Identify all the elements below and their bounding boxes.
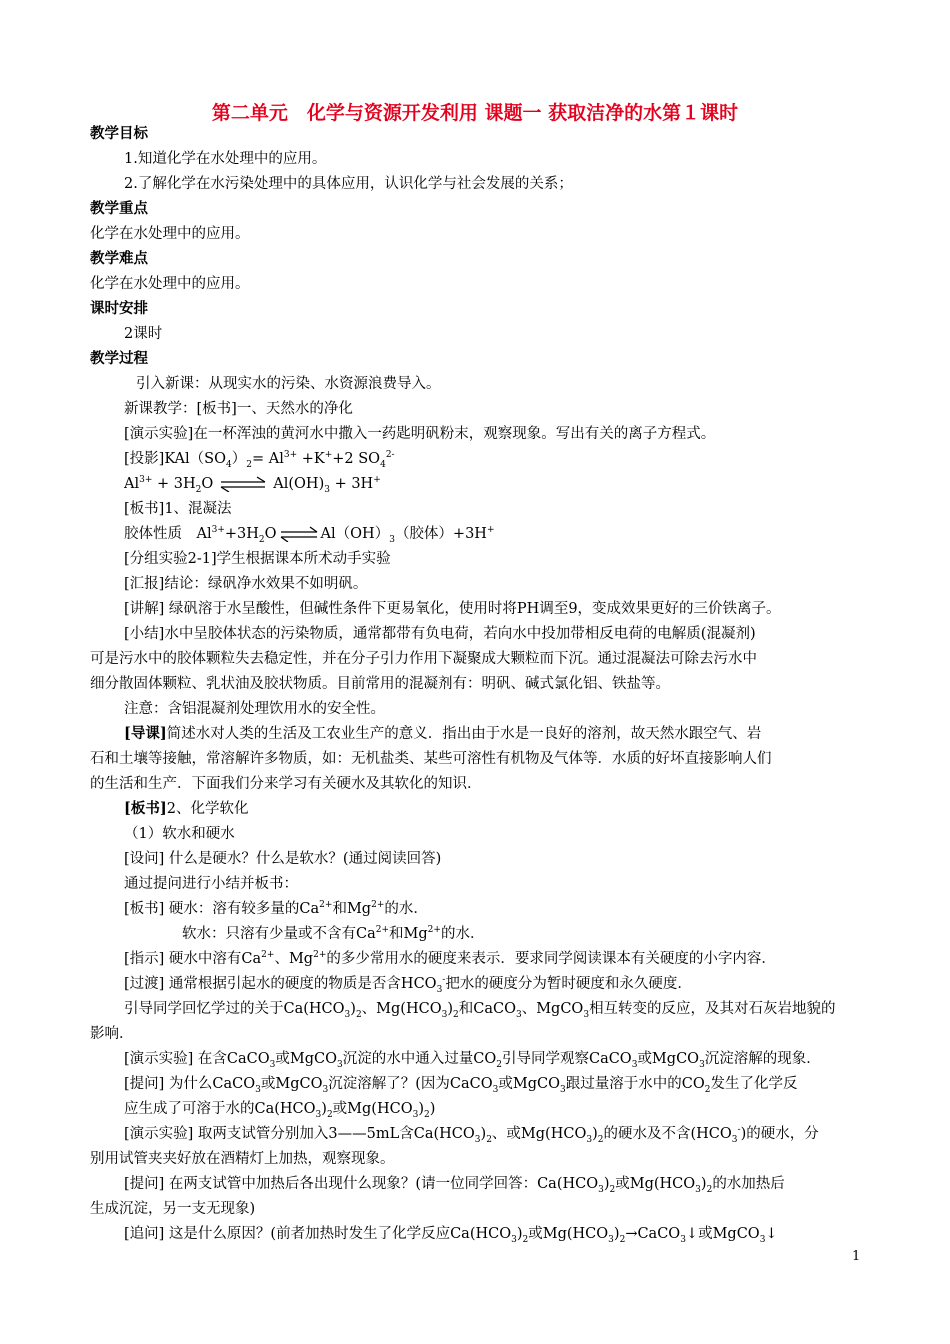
demo3-h: 2 xyxy=(597,1134,604,1145)
ask1-g: 或MgCO xyxy=(498,1076,560,1092)
recall-line xyxy=(124,999,836,1019)
chase-c: ) xyxy=(516,1226,523,1242)
ask1-b: 3 xyxy=(255,1084,261,1095)
chase-a: [追问] 这是什么原因？(前者加热时发生了化学反应Ca(HCO xyxy=(124,1226,512,1242)
recall-g: ) xyxy=(447,1001,453,1017)
recall-f: 3 xyxy=(441,1009,448,1020)
guide-line-3: 的生活和生产．下面我们分来学习有关硬水及其软化的知识． xyxy=(90,776,482,792)
soft-a: 软水：只溶有少量或不含有Ca xyxy=(182,926,376,942)
hard-water-definition xyxy=(124,899,428,919)
equation-colloid xyxy=(124,524,495,544)
chase-b: 3 xyxy=(511,1234,517,1245)
demo3-f: 3 xyxy=(586,1134,593,1145)
soft-water-definition xyxy=(182,924,484,944)
demo3-i: 的硬水及不含(HCO xyxy=(603,1126,732,1142)
summary-line-3: 细分散固体颗粒、乳状油及胶状物质。目前常用的混凝剂有：明矾、碱式氯化铝、铁盐等。 xyxy=(90,676,670,692)
ask2-c: ) xyxy=(603,1176,610,1192)
demo3-e: 、或Mg(HCO xyxy=(491,1126,587,1142)
demo2-k: 沉淀溶解的现象． xyxy=(704,1051,821,1067)
heading-objectives: 教学目标 xyxy=(90,126,148,142)
demo2-i: 或MgCO xyxy=(637,1051,700,1067)
eq2-a: Al xyxy=(124,476,140,492)
chase-e: 或Mg(HCO xyxy=(528,1226,609,1242)
ask1-i: 跟过量溶于水中的CO xyxy=(565,1076,705,1092)
indicate-e: 的多少常用水的硬度来表示．要求同学阅读课本有关硬度的小字内容． xyxy=(326,951,776,967)
hard-e: 的水． xyxy=(384,901,428,917)
recall-j: 3 xyxy=(515,1009,522,1020)
ask1-d: 3 xyxy=(322,1084,329,1095)
demo2-g: 引导同学观察CaCO xyxy=(501,1051,632,1067)
eq3-i: + xyxy=(486,525,495,536)
eq3-e: O xyxy=(264,526,277,542)
chase-l: 3 xyxy=(759,1234,766,1245)
demo2-b: 3 xyxy=(269,1059,276,1070)
eq1-j: 4 xyxy=(380,459,386,470)
demo3-d: 2 xyxy=(486,1134,492,1145)
ask-line-1b xyxy=(124,1099,435,1119)
demo2-e: 沉淀的水中通入过量CO xyxy=(342,1051,497,1067)
explain-line: [讲解] 绿矾溶于水呈酸性，但碱性条件下更易氧化，使用时将PH调至9，变成效果更好的三价铁离子。 xyxy=(124,601,781,617)
ask1-e: 沉淀溶解了？(因为CaCO xyxy=(328,1076,493,1092)
eq1-a: [投影]KAl（SO xyxy=(124,451,226,467)
chase-h: 2 xyxy=(619,1234,626,1245)
ask1b-c: ) xyxy=(321,1101,327,1117)
demo3-j: 3 xyxy=(731,1134,738,1145)
recall-a: 引导同学回忆学过的关于Ca(HCO xyxy=(124,1001,345,1017)
recall-k: 、MgCO xyxy=(521,1001,584,1017)
recall-i: 和CaCO xyxy=(458,1001,516,1017)
summary-line-1: [小结]水中呈胶体状态的污染物质，通常都带有负电荷，若向水中投加带相反电荷的电解质(混凝剂) xyxy=(124,626,756,642)
eq3-f: Al（OH） xyxy=(320,526,390,542)
demo3-c: ) xyxy=(480,1126,487,1142)
ask1b-a: 应生成了可溶于水的Ca(HCO xyxy=(124,1101,316,1117)
recall-l: 3 xyxy=(583,1009,590,1020)
demo-experiment-3 xyxy=(124,1124,819,1144)
demo3-l: )的硬水，分 xyxy=(740,1126,819,1142)
eq2-h: + 3H xyxy=(329,476,374,492)
equation-projection xyxy=(124,449,395,469)
chase-i: →CaCO xyxy=(625,1226,681,1242)
ask-line-2b: 生成沉淀，另一支无现象) xyxy=(90,1201,256,1217)
indicate-line xyxy=(124,949,776,969)
recall-b: 3 xyxy=(344,1009,351,1020)
difficult-points: 化学在水处理中的应用。 xyxy=(90,276,250,292)
chase-j: 3 xyxy=(680,1234,686,1245)
recall-c: ) xyxy=(350,1001,356,1017)
eq3-d: 2 xyxy=(258,534,265,545)
demo2-f: 2 xyxy=(496,1059,502,1070)
eq1-f: 3+ xyxy=(283,450,298,461)
demo3-g: ) xyxy=(592,1126,598,1142)
ask2-f: 3 xyxy=(695,1184,701,1195)
ask2-h: 2 xyxy=(706,1184,713,1195)
soft-d: 2+ xyxy=(427,925,441,936)
demo3-b: 3 xyxy=(474,1134,481,1145)
summary-line-2: 可是污水中的胶体颗粒失去稳定性，并在分子引力作用下凝聚成大颗粒而下沉。通过混凝法可除去污水中 xyxy=(90,651,757,667)
eq3-a: 胶体性质 Al xyxy=(124,526,212,542)
question-1b: 通过提问进行小结并板书： xyxy=(124,876,298,892)
group-experiment: [分组实验2-1]学生根据课本所术动手实验 xyxy=(124,551,391,567)
eq3-g: 3 xyxy=(389,534,395,545)
page-title: 第二单元 化学与资源开发利用 课题一 获取洁净的水第１课时 xyxy=(211,102,739,124)
objective-2: 2.了解化学在水污染处理中的具体应用，认识化学与社会发展的关系； xyxy=(124,176,573,192)
eq1-c: ） xyxy=(231,451,247,467)
ask1-h: 3 xyxy=(560,1084,566,1095)
indicate-b: 2+ xyxy=(261,950,275,961)
guide-line-2: 石和土壤等接触，常溶解许多物质，如：无机盐类、某些可溶性有机物及气体等．水质的好坏直接影响人们 xyxy=(90,751,772,767)
soft-c: 和Mg xyxy=(389,926,428,942)
objective-1: 1.知道化学在水处理中的应用。 xyxy=(124,151,327,167)
ask2-a: [提问] 在两支试管中加热后各出现什么现象？(请一位同学回答：Ca(HCO xyxy=(124,1176,599,1192)
question-1: [设问] 什么是硬水？什么是软水？(通过阅读回答) xyxy=(124,851,442,867)
demo3-a: [演示实验] 取两支试管分别加入3——5mL含Ca(HCO xyxy=(124,1126,475,1142)
demo-experiment-2 xyxy=(124,1049,821,1069)
eq2-e: O xyxy=(201,476,214,492)
guide-text: 简述水对人类的生活及工农业生产的意义．指出由于水是一良好的溶剂，故天然水跟空气、岩 xyxy=(166,726,762,742)
heading-key-points: 教学重点 xyxy=(90,201,148,217)
equation-hydrolysis xyxy=(124,474,381,494)
report-line: [汇报]结论：绿矾净水效果不如明矾。 xyxy=(124,576,368,592)
board-softening-text: 2、化学软化 xyxy=(166,801,249,817)
board-softening xyxy=(124,799,248,819)
ask1b-h: 2 xyxy=(424,1109,430,1120)
board-tag: [板书] xyxy=(124,800,167,817)
demo-experiment-1: [演示实验]在一杯浑浊的黄河水中撒入一药匙明矾粉末，观察现象。写出有关的离子方程式。 xyxy=(124,426,716,442)
board-coagulation: [板书]1、混凝法 xyxy=(124,501,232,517)
ask2-b: 3 xyxy=(598,1184,604,1195)
chase-question xyxy=(124,1224,778,1244)
hard-c: 和Mg xyxy=(332,901,372,917)
guide-line-1 xyxy=(124,724,761,744)
recall-d: 2 xyxy=(355,1009,362,1020)
ask1-k: 发生了化学反 xyxy=(710,1076,798,1092)
hard-b: 2+ xyxy=(319,900,333,911)
eq2-i: + xyxy=(373,475,381,486)
ask1b-i: ) xyxy=(429,1101,436,1117)
soft-e: 的水． xyxy=(440,926,485,942)
hard-a: [板书] 硬水：溶有较多量的Ca xyxy=(124,901,320,917)
eq1-d: 2 xyxy=(246,459,252,470)
heading-difficult-points: 教学难点 xyxy=(90,251,148,267)
eq3-b: 3+ xyxy=(211,525,225,536)
chase-m: ↓ xyxy=(765,1226,778,1242)
heading-process: 教学过程 xyxy=(90,351,148,367)
schedule: 2课时 xyxy=(124,326,163,342)
eq3-c: +3H xyxy=(224,526,259,542)
eq1-g: +K xyxy=(297,451,325,467)
indicate-a: [指示] 硬水中溶有Ca xyxy=(124,951,262,967)
new-lesson-line: 新课教学：[板书]一、天然水的净化 xyxy=(124,401,353,417)
page-number: 1 xyxy=(852,1249,861,1264)
ask1-a: [提问] 为什么CaCO xyxy=(124,1076,256,1092)
chase-f: 3 xyxy=(608,1234,614,1245)
recall-m: 相互转变的反应，及其对石灰岩地貌的 xyxy=(589,1001,836,1017)
eq1-i: +2 SO xyxy=(332,451,381,467)
recall-h: 2 xyxy=(453,1009,459,1020)
eq2-f: Al(OH) xyxy=(273,476,325,492)
ask2-i: 的水加热后 xyxy=(712,1176,785,1192)
eq1-e: = Al xyxy=(251,451,284,467)
ask1b-e: 或Mg(HCO xyxy=(332,1101,413,1117)
guide-tag: [导课] xyxy=(124,725,167,742)
ask-line-2 xyxy=(124,1174,785,1194)
reversible-arrow-icon xyxy=(279,526,319,542)
trans-a: [过渡] 通常根据引起水的硬度的物质是否含HCO xyxy=(124,976,437,992)
demo2-h: 3 xyxy=(631,1059,638,1070)
ask-line-1 xyxy=(124,1074,797,1094)
eq2-g: 3 xyxy=(324,484,330,495)
trans-c: - xyxy=(442,975,446,986)
soft-b: 2+ xyxy=(375,925,390,936)
eq1-b: 4 xyxy=(226,459,232,470)
ask1b-d: 2 xyxy=(326,1109,333,1120)
ask2-g: ) xyxy=(700,1176,707,1192)
note-line: 注意：含铝混凝剂处理饮用水的安全性。 xyxy=(124,701,385,717)
hard-d: 2+ xyxy=(371,900,385,911)
intro-line: 引入新课：从现实水的污染、水资源浪费导入。 xyxy=(136,376,441,392)
ask1b-g: ) xyxy=(418,1101,424,1117)
demo2-d: 3 xyxy=(337,1059,343,1070)
eq1-k: 2- xyxy=(385,450,395,461)
demo2-a: [演示实验] 在含CaCO xyxy=(124,1051,270,1067)
reversible-arrow-icon xyxy=(219,476,267,492)
indicate-c: 、Mg xyxy=(274,951,314,967)
eq2-d: 2 xyxy=(195,484,202,495)
ask1b-b: 3 xyxy=(315,1109,322,1120)
key-points: 化学在水处理中的应用。 xyxy=(90,226,250,242)
transition-line xyxy=(124,974,692,994)
demo3-k: - xyxy=(737,1125,741,1136)
recall-line-2: 影响． xyxy=(90,1026,134,1042)
soft-hard-heading: （1）软水和硬水 xyxy=(124,826,235,842)
ask1b-f: 3 xyxy=(412,1109,419,1120)
demo-experiment-3b: 别用试管夹夹好放在酒精灯上加热，观察现象。 xyxy=(90,1151,395,1167)
ask2-d: 2 xyxy=(609,1184,616,1195)
eq2-c: + 3H xyxy=(152,476,196,492)
chase-k: ↓或MgCO xyxy=(685,1226,760,1242)
trans-d: 把水的硬度分为暂时硬度和永久硬度． xyxy=(445,976,692,992)
demo2-c: 或MgCO xyxy=(275,1051,338,1067)
heading-schedule: 课时安排 xyxy=(90,301,148,317)
ask2-e: 或Mg(HCO xyxy=(615,1176,696,1192)
chase-g: ) xyxy=(613,1226,620,1242)
ask1-j: 2 xyxy=(704,1084,711,1095)
eq1-h: + xyxy=(324,450,333,461)
ask1-c: 或MgCO xyxy=(260,1076,323,1092)
chase-d: 2 xyxy=(522,1234,529,1245)
eq2-b: 3+ xyxy=(139,475,153,486)
ask1-f: 3 xyxy=(492,1084,499,1095)
indicate-d: 2+ xyxy=(313,950,327,961)
demo2-j: 3 xyxy=(699,1059,705,1070)
trans-b: 3 xyxy=(436,984,443,995)
recall-e: 、Mg(HCO xyxy=(361,1001,442,1017)
eq3-h: （胶体）+3H xyxy=(394,526,487,542)
